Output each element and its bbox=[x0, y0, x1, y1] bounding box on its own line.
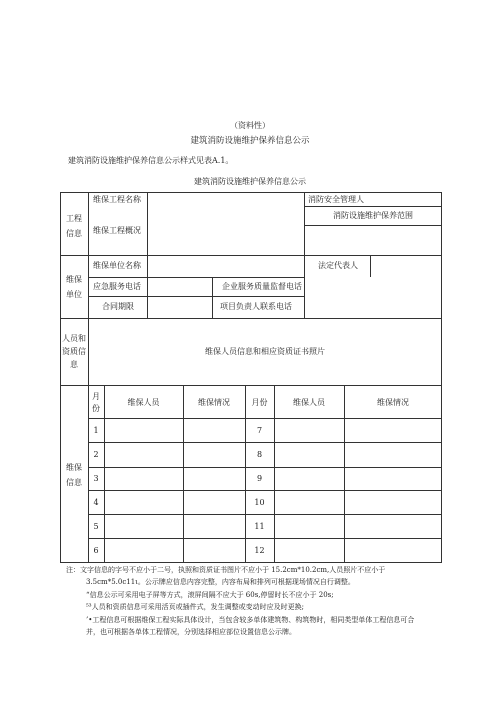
month-cell: 5 bbox=[93, 522, 99, 531]
intro-text: 建筑消防设施维护保养信息公示样式见表A.1。 bbox=[68, 156, 234, 165]
staff-header-right: 维保人员 bbox=[293, 398, 325, 407]
emergency-phone-label: 应急服务电话 bbox=[93, 282, 141, 291]
personnel-info-label: 维保人员信息和相应资质证书照片 bbox=[205, 347, 325, 356]
month-cell: 12 bbox=[254, 546, 265, 555]
note-line: 3.5cm*5.0c11ι。公示牌应信息内容完整，内容布局和排列可根据现场情况自行调整。 bbox=[86, 578, 355, 586]
section-maintenance-label: 维保 信息 bbox=[66, 463, 82, 487]
legal-rep-label: 法定代表人 bbox=[318, 261, 358, 270]
project-name-label: 维保工程名称 bbox=[93, 195, 141, 204]
section-personnel-label: 人员和 资质信 息 bbox=[62, 334, 86, 369]
unit-name-label: 维保单位名称 bbox=[93, 261, 141, 270]
status-header-right: 维保情况 bbox=[377, 398, 409, 407]
pm-phone-label: 项目负责人联系电话 bbox=[220, 302, 292, 311]
page-title: 建筑消防设施维护保养信息公示 bbox=[190, 136, 310, 146]
ref-label: （资料性） bbox=[230, 121, 270, 130]
section-project-label: 工程 信息 bbox=[66, 214, 82, 238]
month-cell: 8 bbox=[256, 450, 263, 459]
month-header-left: 月 份 bbox=[92, 392, 100, 413]
note-line: ⁵³人员和资质信息可采用活页或插件式，发生调整或变动时应及时更换; bbox=[86, 603, 304, 611]
staff-header-left: 维保人员 bbox=[127, 398, 160, 407]
contract-term-label: 合同期限 bbox=[102, 302, 134, 311]
month-cell: 10 bbox=[254, 498, 265, 507]
note-line: ’•工程信息可根据维保工程实际具体设计，当包含较多单体建筑物、构筑物时，相同类型单体工程信息可合 bbox=[86, 616, 415, 624]
month-cell: 2 bbox=[93, 450, 99, 459]
status-header-left: 维保情况 bbox=[198, 398, 230, 407]
note-line: “信息公示可采用电子屏等方式，滚屏间隔不应大于 60s,停留时长不应小于 20s; bbox=[86, 591, 334, 599]
quality-phone-label: 企业服务质量监督电话 bbox=[222, 282, 302, 291]
month-header-right: 月份 bbox=[251, 398, 268, 407]
month-cell: 7 bbox=[256, 426, 263, 435]
maintenance-scope-label: 消防设施维护保养范围 bbox=[333, 211, 413, 220]
month-cell: 6 bbox=[93, 546, 99, 555]
month-cell: 11 bbox=[254, 522, 265, 531]
month-cell: 1 bbox=[93, 426, 99, 435]
month-cell: 3 bbox=[93, 474, 99, 483]
note-line: 并，也可根据各单体工程情况，分别选择相应部位设置信息公示牌。 bbox=[86, 628, 296, 636]
month-cell: 4 bbox=[93, 498, 99, 507]
fire-manager-label: 消防安全管理人 bbox=[308, 195, 364, 204]
note-line: 注：文字信息的字号不应小于二号，执照和资质证书图片不应小于 15.2cm*10.2cm,人员照片不应小于 bbox=[66, 566, 386, 574]
table-title: 建筑消防设施维护保养信息公示 bbox=[194, 177, 306, 186]
month-cell: 9 bbox=[256, 474, 263, 483]
section-unit-label: 维保 单位 bbox=[66, 275, 82, 299]
project-overview-label: 维保工程概况 bbox=[93, 226, 141, 235]
